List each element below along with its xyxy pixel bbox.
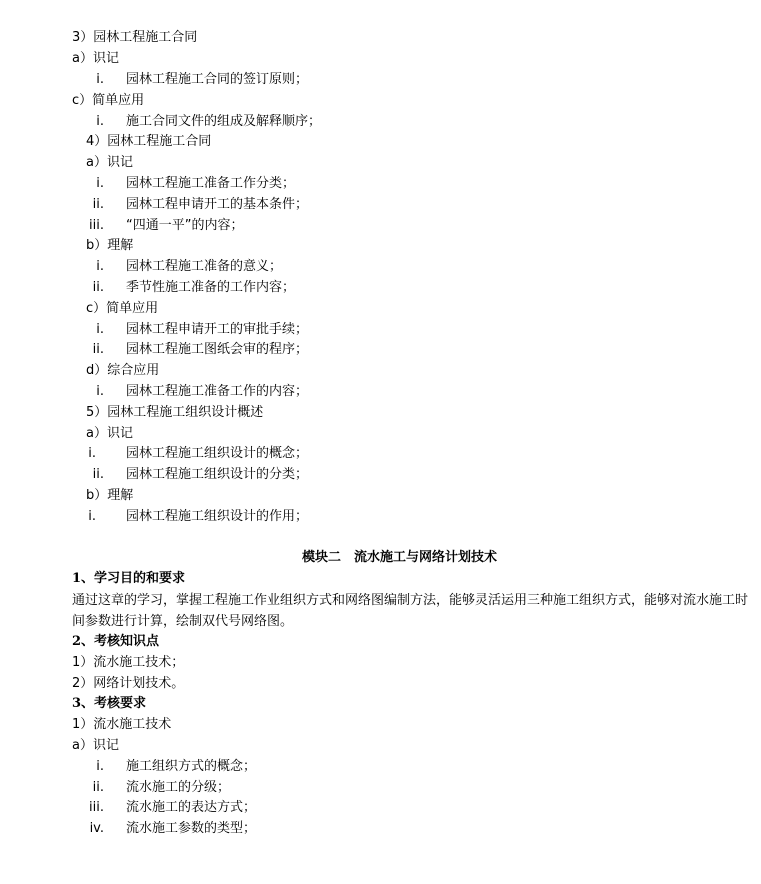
- list-item: [72, 340, 308, 360]
- item-number: ii.: [92, 467, 104, 482]
- list-item: [72, 819, 256, 839]
- section3-heading: 3）园林工程施工合同: [72, 30, 198, 45]
- section5-heading: 5）园林工程施工组织设计概述: [86, 405, 264, 420]
- paragraph-text: 通过这章的学习，掌握工程施工作业组织方式和网络图编制方法，能够灵活运用三种施工组织方式，能够对流水施工时间参数进行计算，绘制双代号网络图。: [72, 593, 749, 629]
- section3-a-label: a）识记: [72, 51, 119, 66]
- item-number: i.: [96, 114, 104, 129]
- list-item: [72, 382, 308, 402]
- list-item: [72, 320, 308, 340]
- item-text: 园林工程施工准备工作分类；: [126, 176, 296, 191]
- section3-c-label: c）简单应用: [72, 93, 145, 108]
- item-text: 施工组织方式的概念；: [126, 759, 257, 774]
- item-text: “四通一平”的内容；: [126, 218, 244, 233]
- section5-b-label: b）理解: [86, 488, 134, 503]
- item-number: i.: [96, 322, 104, 337]
- module-title: 模块二 流水施工与网络计划技术: [302, 550, 498, 565]
- item-text: 园林工程施工合同的签订原则；: [126, 72, 309, 87]
- list-item: [72, 507, 308, 527]
- section-heading-3: 3、考核要求: [72, 696, 147, 711]
- list-item: [72, 278, 295, 298]
- item-number: iii.: [89, 800, 104, 815]
- requirement-a-label: a）识记: [72, 738, 119, 753]
- section4-a-label: a）识记: [86, 155, 133, 170]
- knowledge-point-1: 1）流水施工技术；: [72, 655, 185, 670]
- section4-d-label: d）综合应用: [86, 363, 160, 378]
- item-text: 园林工程施工组织设计的概念；: [126, 446, 309, 461]
- item-number: i.: [88, 509, 96, 524]
- item-text: 园林工程申请开工的基本条件；: [126, 197, 309, 212]
- item-number: ii.: [92, 280, 104, 295]
- item-text: 园林工程施工组织设计的分类；: [126, 467, 309, 482]
- list-item: [72, 757, 256, 777]
- item-text: 园林工程申请开工的审批手续；: [126, 322, 309, 337]
- item-number: i.: [96, 384, 104, 399]
- list-item: [72, 216, 243, 236]
- item-number: i.: [96, 72, 104, 87]
- section4-c-label: c）简单应用: [86, 301, 159, 316]
- knowledge-point-2: 2）网络计划技术。: [72, 676, 185, 691]
- item-text: 季节性施工准备的工作内容；: [126, 280, 296, 295]
- list-item: [72, 778, 230, 798]
- item-text: 施工合同文件的组成及解释顺序；: [126, 114, 322, 129]
- list-item: [72, 174, 295, 194]
- item-number: iii.: [89, 218, 104, 233]
- list-item: [72, 112, 321, 132]
- list-item: [72, 798, 256, 818]
- item-number: ii.: [92, 197, 104, 212]
- item-number: iv.: [89, 821, 104, 836]
- section5-a-label: a）识记: [86, 426, 133, 441]
- list-item: [72, 465, 308, 485]
- item-number: i.: [96, 259, 104, 274]
- item-text: 流水施工的表达方式；: [126, 800, 257, 815]
- item-text: 流水施工参数的类型；: [126, 821, 257, 836]
- list-item: [72, 444, 308, 464]
- section-heading-2: 2、考核知识点: [72, 634, 160, 649]
- item-number: ii.: [92, 780, 104, 795]
- item-number: i.: [88, 446, 96, 461]
- paragraph: [72, 590, 748, 632]
- item-text: 园林工程施工图纸会审的程序；: [126, 342, 309, 357]
- item-text: 园林工程施工准备工作的内容；: [126, 384, 309, 399]
- list-item: [72, 70, 308, 90]
- list-item: [72, 257, 282, 277]
- section4-b-label: b）理解: [86, 238, 134, 253]
- item-number: i.: [96, 176, 104, 191]
- requirement-1: 1）流水施工技术: [72, 717, 172, 732]
- list-item: [72, 195, 308, 215]
- item-number: ii.: [92, 342, 104, 357]
- section-heading-1: 1、学习目的和要求: [72, 571, 186, 586]
- section4-heading: 4）园林工程施工合同: [86, 134, 212, 149]
- item-text: 流水施工的分级；: [126, 780, 231, 795]
- item-text: 园林工程施工准备的意义；: [126, 259, 283, 274]
- item-text: 园林工程施工组织设计的作用；: [126, 509, 309, 524]
- item-number: i.: [96, 759, 104, 774]
